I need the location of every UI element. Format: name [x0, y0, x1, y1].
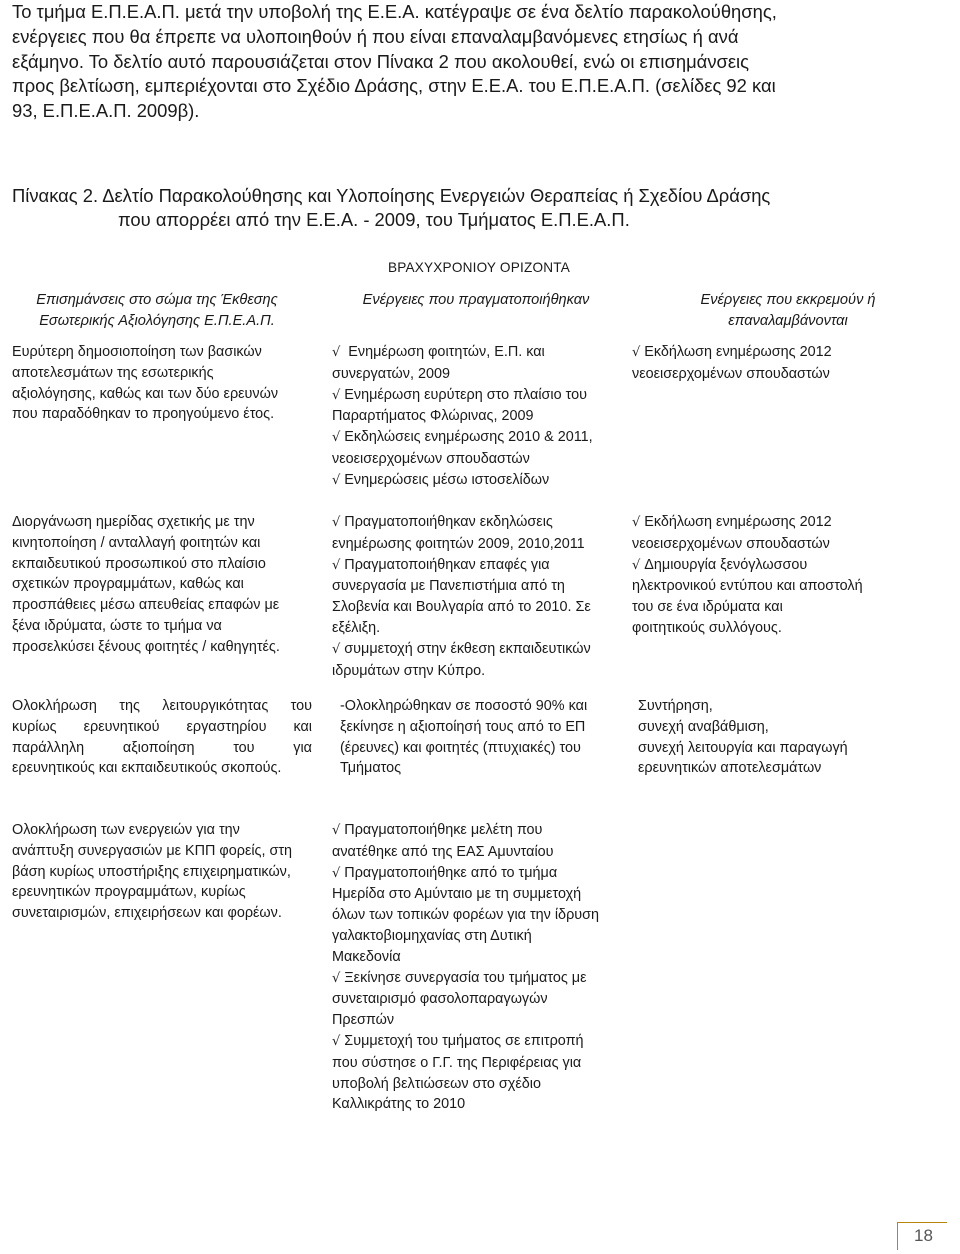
cell-line: συνεργατών, 2009 [332, 365, 450, 382]
cell-line: εξέλιξη. [332, 619, 381, 636]
cell-line [332, 470, 632, 492]
check-icon: √ [332, 430, 341, 446]
column-header-findings-line2: Εσωτερικής Αξιολόγησης Ε.Π.Ε.Α.Π. [39, 313, 275, 329]
intro-line: προς βελτίωση, εμπεριέχονται στο Σχέδιο Δράσης, στην Ε.Ε.Α. του Ε.Π.Ε.Α.Π. (σελίδες 92 και [12, 75, 776, 97]
check-icon: √ [332, 641, 341, 657]
check-icon: √ [332, 970, 341, 986]
row3-findings [12, 696, 312, 779]
cell-line: Ολοκλήρωση των ενεργειών για την [12, 822, 240, 838]
check-icon: √ [332, 472, 341, 488]
cell-text: Εκδήλωση ενημέρωσης 2012 [644, 344, 832, 360]
cell-line [332, 342, 632, 364]
cell-line: αξιολόγησης, καθώς και των δύο ερευνών [12, 385, 279, 402]
column-header-completed [326, 290, 626, 311]
caption-line-2: που απορρέει από την Ε.Ε.Α. - 2009, του Τμήματος Ε.Π.Ε.Α.Π. [118, 209, 630, 230]
check-icon: √ [332, 1033, 341, 1049]
cell-line: ηλεκτρονικού εντύπου και αποστολή [632, 578, 863, 595]
cell-line: που παραδόθηκαν το προηγούμενο έτος. [12, 406, 275, 423]
cell-line: νεοεισερχομένων σπουδαστών [332, 450, 530, 467]
table-caption [12, 184, 942, 232]
cell-line: -Ολοκληρώθηκαν σε ποσοστό 90% και [340, 698, 588, 714]
cell-line [332, 863, 632, 885]
check-icon: √ [332, 557, 341, 573]
cell-line: Σλοβενία και Βουλγαρία από το 2010. Σε [332, 599, 591, 616]
check-icon: √ [332, 345, 341, 360]
cell-line: συνεχή αναβάθμιση, [638, 718, 769, 735]
row2-findings [12, 512, 312, 658]
intro-line: εξάμηνο. Το δελτίο αυτό παρουσιάζεται στον Πίνακα 2 που ακολουθεί, ενώ οι επισημάνσεις [12, 50, 750, 72]
row3-completed [340, 696, 630, 779]
cell-line [332, 968, 632, 990]
cell-line: παράλληλη αξιοποίηση του για [12, 739, 312, 756]
cell-line [332, 555, 632, 577]
cell-text: Εκδηλώσεις ενημέρωσης 2010 & 2011, [344, 429, 593, 446]
cell-line: ανατέθηκε από της ΕΑΣ Αμυνταίου [332, 843, 554, 860]
cell-text: Ξεκίνησε συνεργασία του τμήματος με [344, 969, 587, 986]
cell-line: νεοεισερχομένων σπουδαστών [632, 535, 830, 552]
cell-text: Πραγματοποιήθηκε μελέτη που [344, 822, 543, 838]
monitoring-table [6, 250, 952, 1160]
cell-line: συνεταιρισμών, επιχειρήσεων και φορέων. [12, 905, 282, 922]
column-header-findings [12, 290, 302, 332]
check-icon: √ [632, 557, 641, 573]
cell-text: Πραγματοποιήθηκε από το τμήμα [344, 864, 558, 881]
cell-line: σχετικών προγραμμάτων, καθώς και [12, 576, 244, 593]
cell-line: ξεκίνησε η αξιοποίησή τους από το ΕΠ [340, 718, 586, 735]
column-header-pending-line1: Ενέργειες που εκκρεμούν ή [700, 292, 876, 308]
row1-findings [12, 342, 312, 425]
cell-text: Δημιουργία ξενόγλωσσου [644, 556, 808, 573]
column-header-completed-text: Ενέργειες που πραγματοποιήθηκαν [362, 292, 590, 308]
column-header-pending [628, 290, 948, 332]
cell-line: προσπάθειες μέσω απευθείας επαφών με [12, 597, 280, 614]
cell-line: (έρευνες) και φοιτητές (πτυχιακές) του [340, 739, 581, 756]
cell-line [332, 427, 632, 449]
cell-line: Ολοκλήρωση της λειτουργικότητας του [12, 698, 312, 714]
cell-line: του σε ένα ιδρύματα και [632, 599, 783, 616]
cell-line: αποτελεσμάτων της εσωτερικής [12, 364, 214, 381]
cell-line: γαλακτοβιομηχανίας στη Δυτική [332, 927, 532, 944]
cell-line: ερευνητικών προγραμμάτων, κυρίως [12, 884, 246, 901]
cell-line [332, 512, 632, 534]
cell-line: Πρεσπών [332, 1012, 395, 1029]
cell-line: ερευνητικούς και εκπαιδευτικούς σκοπούς. [12, 760, 282, 777]
cell-line: νεοεισερχομένων σπουδαστών [632, 365, 830, 382]
cell-line [332, 385, 632, 407]
cell-line: Ευρύτερη δημοσιοποίηση των βασικών [12, 344, 262, 360]
cell-line [332, 639, 632, 661]
cell-line: φοιτητικούς συλλόγους. [632, 619, 782, 636]
intro-line: Το τμήμα Ε.Π.Ε.Α.Π. μετά την υποβολή της Ε.Ε.Α. κατέγραψε σε ένα δελτίο παρακολούθησης, [12, 1, 777, 22]
cell-line: Ημερίδα στο Αμύνταιο με τη συμμετοχή [332, 886, 582, 903]
check-icon: √ [332, 515, 341, 530]
cell-line: ερευνητικών αποτελεσμάτων [638, 760, 822, 777]
table-group-header: ΒΡΑΧΥΧΡΟΝΙΟΥ ΟΡΙΖΟΝΤΑ [387, 260, 571, 275]
row4-findings [12, 820, 312, 924]
cell-text: Ενημέρωση φοιτητών, Ε.Π. και [348, 344, 545, 360]
cell-line: κινητοποίηση / ανταλλαγή φοιτητών και [12, 534, 261, 551]
cell-text: Ενημερώσεις μέσω ιστοσελίδων [344, 471, 550, 488]
row2-completed [332, 512, 632, 681]
cell-line: συνεργασία με Πανεπιστήμια από τη [332, 578, 565, 595]
cell-text: Πραγματοποιήθηκαν εκδηλώσεις [344, 514, 553, 530]
cell-line: βάση κυρίως υποστήριξης επιχειρηματικών, [12, 863, 291, 880]
cell-line: εκπαιδευτικού προσωπικού στο πλαίσιο [12, 555, 266, 572]
row3-pending [638, 696, 938, 779]
intro-line: 93, Ε.Π.Ε.Α.Π. 2009β). [12, 100, 200, 122]
cell-line: όλων των τοπικών φορέων για την ίδρυση [332, 907, 600, 924]
column-header-findings-line1: Επισημάνσεις στο σώμα της Έκθεσης [36, 292, 278, 308]
cell-line [332, 820, 632, 842]
column-header-pending-line2: επαναλαμβάνονται [728, 313, 848, 329]
cell-line: προσελκύσει ξένους φοιτητές / καθηγητές. [12, 638, 280, 655]
row4-completed [332, 820, 632, 1115]
cell-line: κυρίως ερευνητικού εργαστηρίου και [12, 718, 312, 735]
cell-text: συμμετοχή στην έκθεση εκπαιδευτικών [344, 640, 591, 657]
cell-text: Ενημέρωση ευρύτερη στο πλαίσιο του [344, 386, 587, 403]
cell-line: Συντήρηση, [638, 698, 713, 714]
check-icon: √ [632, 515, 641, 530]
cell-line [332, 1031, 632, 1053]
cell-line: Διοργάνωση ημερίδας σχετικής με την [12, 514, 255, 530]
cell-text: Εκδήλωση ενημέρωσης 2012 [644, 514, 832, 530]
intro-paragraph [12, 0, 948, 124]
cell-line: υποβολή βελτιώσεων στο σχέδιο [332, 1075, 541, 1092]
check-icon: √ [332, 865, 341, 881]
cell-line [632, 512, 942, 534]
cell-line: ανάπτυξη συνεργασιών με ΚΠΠ φορείς, στη [12, 842, 293, 859]
check-icon: √ [332, 823, 341, 838]
row1-pending [632, 342, 942, 385]
cell-line: ενημέρωσης φοιτητών 2009, 2010,2011 [332, 535, 585, 552]
row1-completed [332, 342, 632, 492]
cell-line: ιδρυμάτων στην Κύπρο. [332, 662, 486, 679]
check-icon: √ [332, 387, 341, 403]
cell-line [632, 342, 942, 364]
cell-text: Συμμετοχή του τμήματος σε επιτροπή [344, 1032, 584, 1049]
intro-line: ενέργειες που θα έπρεπε να υλοποιηθούν ή που είναι επαναλαμβανόμενες ετησίως ή ανά [12, 25, 739, 47]
cell-line: Μακεδονία [332, 948, 401, 965]
cell-line: Τμήματος [340, 760, 402, 777]
cell-line: συνεταιρισμό φασολοπαραγωγών [332, 991, 548, 1008]
row2-pending [632, 512, 942, 639]
cell-line: που σύστησε ο Γ.Γ. της Περιφέρειας για [332, 1054, 582, 1071]
cell-text: Πραγματοποιήθηκαν επαφές για [344, 556, 550, 573]
cell-line [632, 555, 942, 577]
cell-line: συνεχή λειτουργία και παραγωγή [638, 739, 848, 756]
cell-line: Παραρτήματος Φλώρινας, 2009 [332, 408, 534, 425]
check-icon: √ [632, 345, 641, 360]
page-number: 18 [914, 1226, 933, 1245]
cell-line: Καλλικράτης το 2010 [332, 1096, 466, 1113]
caption-line-1: Πίνακας 2. Δελτίο Παρακολούθησης και Υλοποίησης Ενεργειών Θεραπείας ή Σχεδίου Δράσης [12, 185, 771, 206]
cell-line: ξένα ιδρύματα, ώστε το τμήμα να [12, 617, 222, 634]
